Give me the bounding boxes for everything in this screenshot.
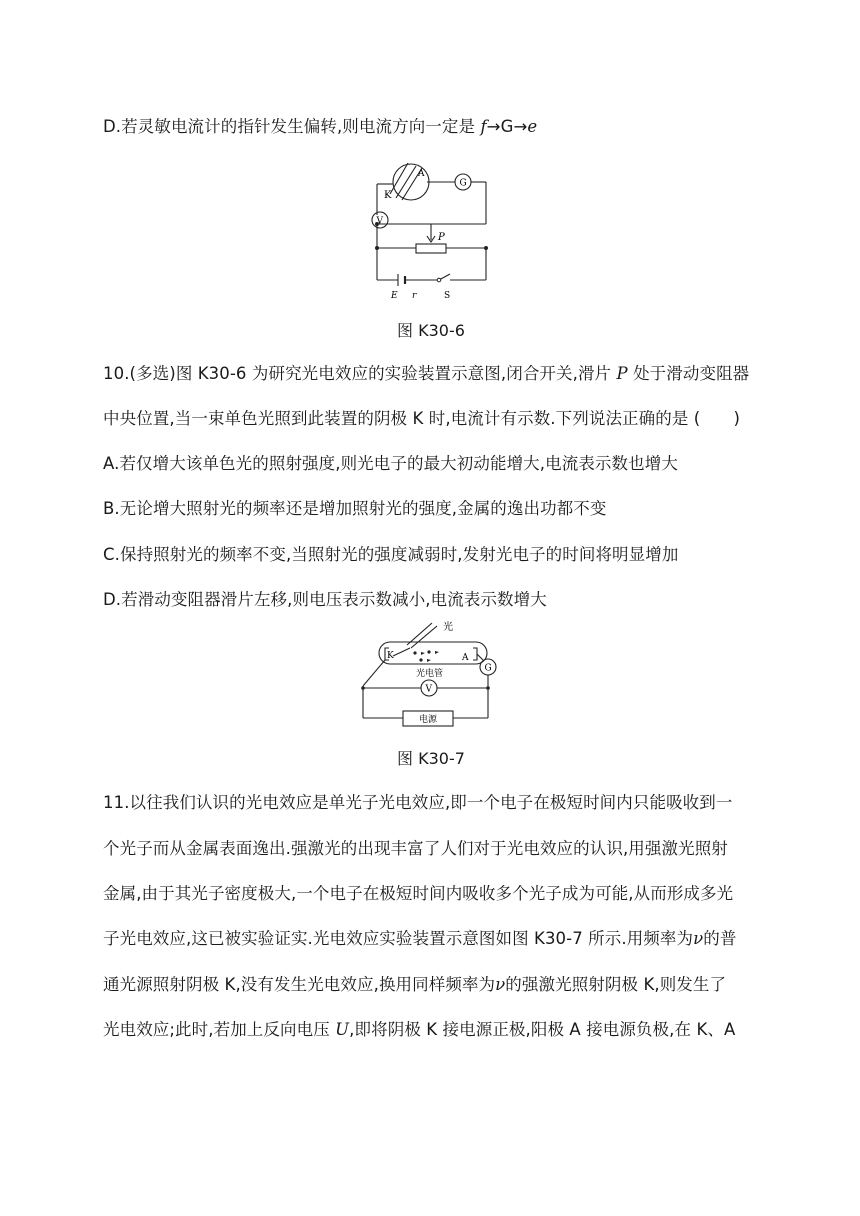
q11-line-4-end: 的普	[703, 929, 737, 948]
figure-caption-k30-7: 图 K30-7	[397, 749, 465, 768]
q11-line-5	[103, 974, 726, 996]
figure-caption-k30-6: 图 K30-6	[397, 321, 465, 340]
label-g2: G	[484, 663, 492, 674]
var-u: U	[335, 1020, 350, 1039]
q10-text-a: 10.(多选)图 K30-6 为研究光电效应的实验装置示意图,闭合开关,滑片	[103, 364, 617, 383]
q11-line-4	[103, 928, 736, 950]
var-e: e	[527, 117, 538, 136]
label-tube: 光电管	[416, 669, 444, 679]
circuit-diagram-k30-6	[360, 150, 500, 302]
q10-option-c: C.保持照射光的频率不变,当照射光的强度减弱时,发射光电子的时间将明显增加	[103, 545, 679, 564]
q11-line-5-a: 通光源照射阴极 K,没有发生光电效应,换用同样频率为	[103, 975, 496, 994]
label-r: r	[412, 291, 417, 301]
q9-option-d	[103, 116, 537, 138]
arrow-g: →G→	[486, 117, 528, 136]
label-a2: A	[462, 653, 469, 663]
label-e: E	[391, 291, 398, 301]
q11-line-4-text: 子光电效应,这已被实验证实.光电效应实验装置示意图如图 K30-7 所示.用频率为	[103, 929, 694, 948]
label-s: S	[444, 291, 451, 301]
label-g: G	[459, 178, 467, 189]
q11-line-3: 金属,由于其光子密度极大,一个电子在极短时间内吸收多个光子成为可能,从而形成多光	[103, 884, 734, 903]
q10-option-d: D.若滑动变阻器滑片左移,则电压表示数减小,电流表示数增大	[103, 590, 547, 609]
label-k: K	[384, 190, 392, 201]
var-nu-1: ν	[693, 929, 704, 948]
q11-line-6-b: ,即将阴极 K 接电源正极,阳极 A 接电源负极,在 K、A	[349, 1020, 736, 1039]
q10-text-b: 处于滑动变阻器	[627, 364, 750, 383]
var-nu-2: ν	[495, 975, 506, 994]
q10-stem-line-2: 中央位置,当一束单色光照到此装置的阴极 K 时,电流计有示数.下列说法正确的是 ( )	[103, 409, 741, 428]
label-a: A	[418, 169, 425, 179]
var-p: P	[616, 364, 628, 383]
var-f: f	[480, 117, 487, 136]
label-source: 电源	[419, 715, 438, 725]
label-p: P	[438, 232, 445, 243]
label-v: V	[376, 216, 383, 227]
label-light: 光	[443, 622, 453, 633]
label-k2: K	[387, 651, 394, 661]
q11-line-6-a: 光电效应;此时,若加上反向电压	[103, 1020, 336, 1039]
q10-stem-line-1	[103, 363, 749, 385]
q9-option-d-text: D.若灵敏电流计的指针发生偏转,则电流方向一定是	[103, 117, 481, 136]
q11-line-5-b: 的强激光照射阴极 K,则发生了	[505, 975, 727, 994]
q11-line-1: 11.以往我们认识的光电效应是单光子光电效应,即一个电子在极短时间内只能吸收到一	[103, 793, 733, 812]
q11-line-2: 个光子而从金属表面逸出.强激光的出现丰富了人们对于光电效应的认识,用强激光照射	[103, 839, 728, 858]
q11-line-6	[103, 1019, 735, 1041]
phototube-diagram-k30-7	[355, 618, 505, 738]
q10-option-b: B.无论增大照射光的频率还是增加照射光的强度,金属的逸出功都不变	[103, 499, 607, 518]
q10-option-a: A.若仅增大该单色光的照射强度,则光电子的最大初动能增大,电流表示数也增大	[103, 454, 678, 473]
label-v2: V	[425, 684, 432, 695]
